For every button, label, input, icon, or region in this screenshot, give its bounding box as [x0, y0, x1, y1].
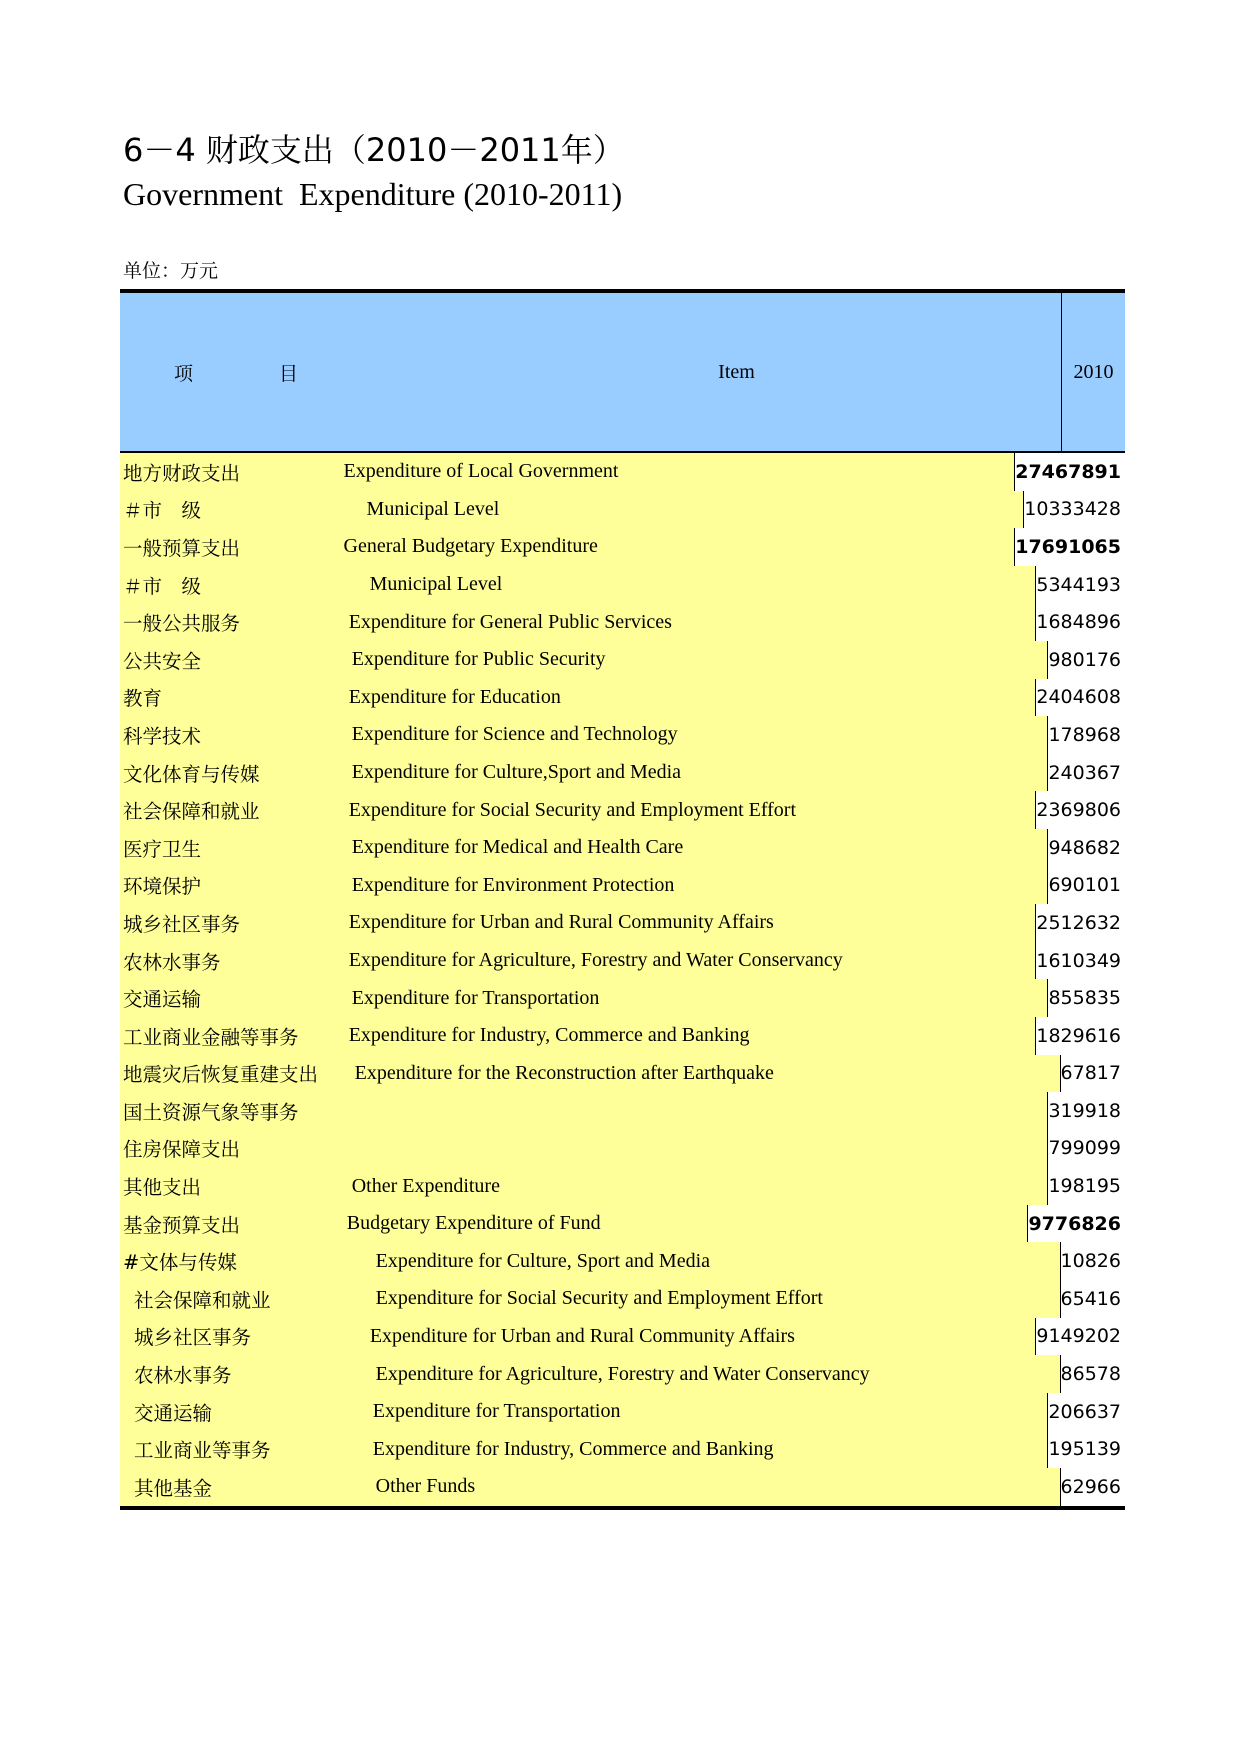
- table-body: [120, 453, 1125, 1506]
- row-item-chinese: 城乡社区事务: [120, 904, 346, 942]
- table-row: [120, 1468, 1125, 1506]
- row-item-english: Expenditure for Public Security: [349, 641, 1048, 679]
- row-value-2010: 9776826: [1027, 1205, 1125, 1243]
- table-bottom-border: [120, 1506, 1125, 1510]
- row-item-chinese: 基金预算支出: [120, 1205, 344, 1243]
- row-item-chinese: 地震灾后恢复重建支出: [120, 1055, 352, 1093]
- row-item-english: Expenditure for Social Security and Employment Effort: [352, 1280, 1060, 1318]
- row-value-2010: 17691065: [1014, 528, 1125, 566]
- row-value-2010: 799099: [1047, 1130, 1125, 1168]
- page-title-english: Government Expenditure (2010-2011): [123, 176, 623, 212]
- row-item-chinese: 社会保障和就业: [120, 791, 346, 829]
- row-item-english: Expenditure of Local Government: [341, 453, 1015, 491]
- row-item-english: Other Expenditure: [349, 1167, 1048, 1205]
- row-value-2010: 2369806: [1035, 791, 1125, 829]
- row-item-chinese: 农林水事务: [120, 942, 346, 980]
- table-row: [120, 1167, 1125, 1205]
- row-value-2010: 9149202: [1035, 1318, 1125, 1356]
- row-value-2010: 65416: [1060, 1280, 1125, 1318]
- header-item-chinese: [120, 293, 352, 451]
- row-item-english: Expenditure for Social Security and Employment Effort: [346, 791, 1036, 829]
- table-header: [120, 293, 1125, 453]
- row-item-english: Expenditure for Industry, Commerce and Banking: [346, 1017, 1036, 1055]
- row-item-chinese: 文化体育与传媒: [120, 754, 349, 792]
- row-value-2010: 980176: [1047, 641, 1125, 679]
- table-row: [120, 528, 1125, 566]
- row-item-chinese: 国土资源气象等事务: [120, 1092, 349, 1130]
- row-value-2010: 198195: [1047, 1167, 1125, 1205]
- row-item-chinese: 地方财政支出: [120, 453, 341, 491]
- row-item-english: Expenditure for General Public Services: [346, 603, 1036, 641]
- row-item-english: Expenditure for Science and Technology: [349, 716, 1048, 754]
- table-row: [120, 1318, 1125, 1356]
- header-chinese-char-1: 项: [174, 362, 194, 385]
- table-row: [120, 566, 1125, 604]
- row-item-english: Other Funds: [352, 1468, 1060, 1506]
- row-item-english: Expenditure for Culture,Sport and Media: [349, 754, 1048, 792]
- table-row: [120, 1430, 1125, 1468]
- table-row: [120, 1092, 1125, 1130]
- table-row: [120, 1355, 1125, 1393]
- row-value-2010: 855835: [1047, 979, 1125, 1017]
- row-item-chinese: #文体与传媒: [120, 1242, 352, 1280]
- row-item-chinese: ＃市 级: [120, 491, 343, 529]
- table-row: [120, 1055, 1125, 1093]
- row-item-english: Expenditure for Industry, Commerce and Banking: [349, 1430, 1048, 1468]
- header-chinese-char-2: 目: [279, 362, 299, 385]
- row-value-2010: 690101: [1047, 867, 1125, 905]
- row-item-chinese: ＃市 级: [120, 566, 346, 604]
- row-value-2010: 1829616: [1035, 1017, 1125, 1055]
- row-value-2010: 1684896: [1035, 603, 1125, 641]
- row-item-chinese: 农林水事务: [120, 1355, 352, 1393]
- row-value-2010: 240367: [1047, 754, 1125, 792]
- row-item-english: Municipal Level: [346, 566, 1036, 604]
- table-row: [120, 679, 1125, 717]
- row-item-english: Expenditure for the Reconstruction after Earthquake: [352, 1055, 1060, 1093]
- row-value-2010: 86578: [1060, 1355, 1125, 1393]
- unit-label: 单位：万元: [123, 260, 219, 282]
- row-item-english: [349, 1092, 1048, 1130]
- row-value-2010: 206637: [1047, 1393, 1125, 1431]
- row-item-english: Expenditure for Environment Protection: [349, 867, 1048, 905]
- row-item-english: Expenditure for Transportation: [349, 1393, 1048, 1431]
- row-item-chinese: 社会保障和就业: [120, 1280, 352, 1318]
- table-row: [120, 867, 1125, 905]
- table-row: [120, 453, 1125, 491]
- row-item-english: Budgetary Expenditure of Fund: [344, 1205, 1028, 1243]
- row-item-english: Expenditure for Transportation: [349, 979, 1048, 1017]
- table-row: [120, 1130, 1125, 1168]
- row-value-2010: 10333428: [1023, 491, 1125, 529]
- row-item-english: Expenditure for Agriculture, Forestry and Water Conservancy: [352, 1355, 1060, 1393]
- row-item-chinese: 其他支出: [120, 1167, 349, 1205]
- row-value-2010: 2512632: [1035, 904, 1125, 942]
- row-item-chinese: 公共安全: [120, 641, 349, 679]
- row-item-chinese: 工业商业金融等事务: [120, 1017, 346, 1055]
- table-row: [120, 491, 1125, 529]
- table-row: [120, 1393, 1125, 1431]
- row-item-english: Expenditure for Education: [346, 679, 1036, 717]
- table-row: [120, 979, 1125, 1017]
- table-row: [120, 1205, 1125, 1243]
- row-item-english: Expenditure for Agriculture, Forestry and Water Conservancy: [346, 942, 1036, 980]
- table-row: [120, 904, 1125, 942]
- row-item-chinese: 住房保障支出: [120, 1130, 349, 1168]
- row-item-chinese: 教育: [120, 679, 346, 717]
- row-value-2010: 5344193: [1035, 566, 1125, 604]
- row-value-2010: 2404608: [1035, 679, 1125, 717]
- row-item-chinese: 一般公共服务: [120, 603, 346, 641]
- row-item-chinese: 交通运输: [120, 1393, 349, 1431]
- table-row: [120, 641, 1125, 679]
- table-row: [120, 791, 1125, 829]
- row-item-chinese: 一般预算支出: [120, 528, 341, 566]
- row-item-chinese: 医疗卫生: [120, 829, 349, 867]
- table-row: [120, 1280, 1125, 1318]
- row-item-chinese: 科学技术: [120, 716, 349, 754]
- row-value-2010: 1610349: [1035, 942, 1125, 980]
- table-row: [120, 942, 1125, 980]
- row-item-english: [349, 1130, 1048, 1168]
- table-row: [120, 829, 1125, 867]
- row-value-2010: 319918: [1047, 1092, 1125, 1130]
- page-title-chinese: 6－4 财政支出（2010－2011年）: [123, 131, 625, 169]
- row-item-english: Expenditure for Medical and Health Care: [349, 829, 1048, 867]
- table-row: [120, 716, 1125, 754]
- row-item-english: Expenditure for Urban and Rural Community Affairs: [346, 904, 1036, 942]
- table-row: [120, 603, 1125, 641]
- row-item-english: Municipal Level: [343, 491, 1024, 529]
- table-row: [120, 1242, 1125, 1280]
- row-value-2010: 948682: [1047, 829, 1125, 867]
- row-value-2010: 27467891: [1014, 453, 1125, 491]
- header-item-english: Item: [718, 360, 755, 383]
- row-item-english: General Budgetary Expenditure: [341, 528, 1015, 566]
- row-item-chinese: 环境保护: [120, 867, 349, 905]
- row-item-chinese: 工业商业等事务: [120, 1430, 349, 1468]
- row-item-chinese: 城乡社区事务: [120, 1318, 346, 1356]
- row-value-2010: 62966: [1060, 1468, 1125, 1506]
- expenditure-table: [120, 289, 1125, 1510]
- row-item-chinese: 其他基金: [120, 1468, 352, 1506]
- table-row: [120, 1017, 1125, 1055]
- row-value-2010: 178968: [1047, 716, 1125, 754]
- row-value-2010: 67817: [1060, 1055, 1125, 1093]
- row-item-chinese: 交通运输: [120, 979, 349, 1017]
- row-value-2010: 10826: [1060, 1242, 1125, 1280]
- table-row: [120, 754, 1125, 792]
- row-item-english: Expenditure for Urban and Rural Community Affairs: [346, 1318, 1036, 1356]
- row-item-english: Expenditure for Culture, Sport and Media: [352, 1242, 1060, 1280]
- row-value-2010: 195139: [1047, 1430, 1125, 1468]
- header-year: 2010: [1061, 293, 1125, 451]
